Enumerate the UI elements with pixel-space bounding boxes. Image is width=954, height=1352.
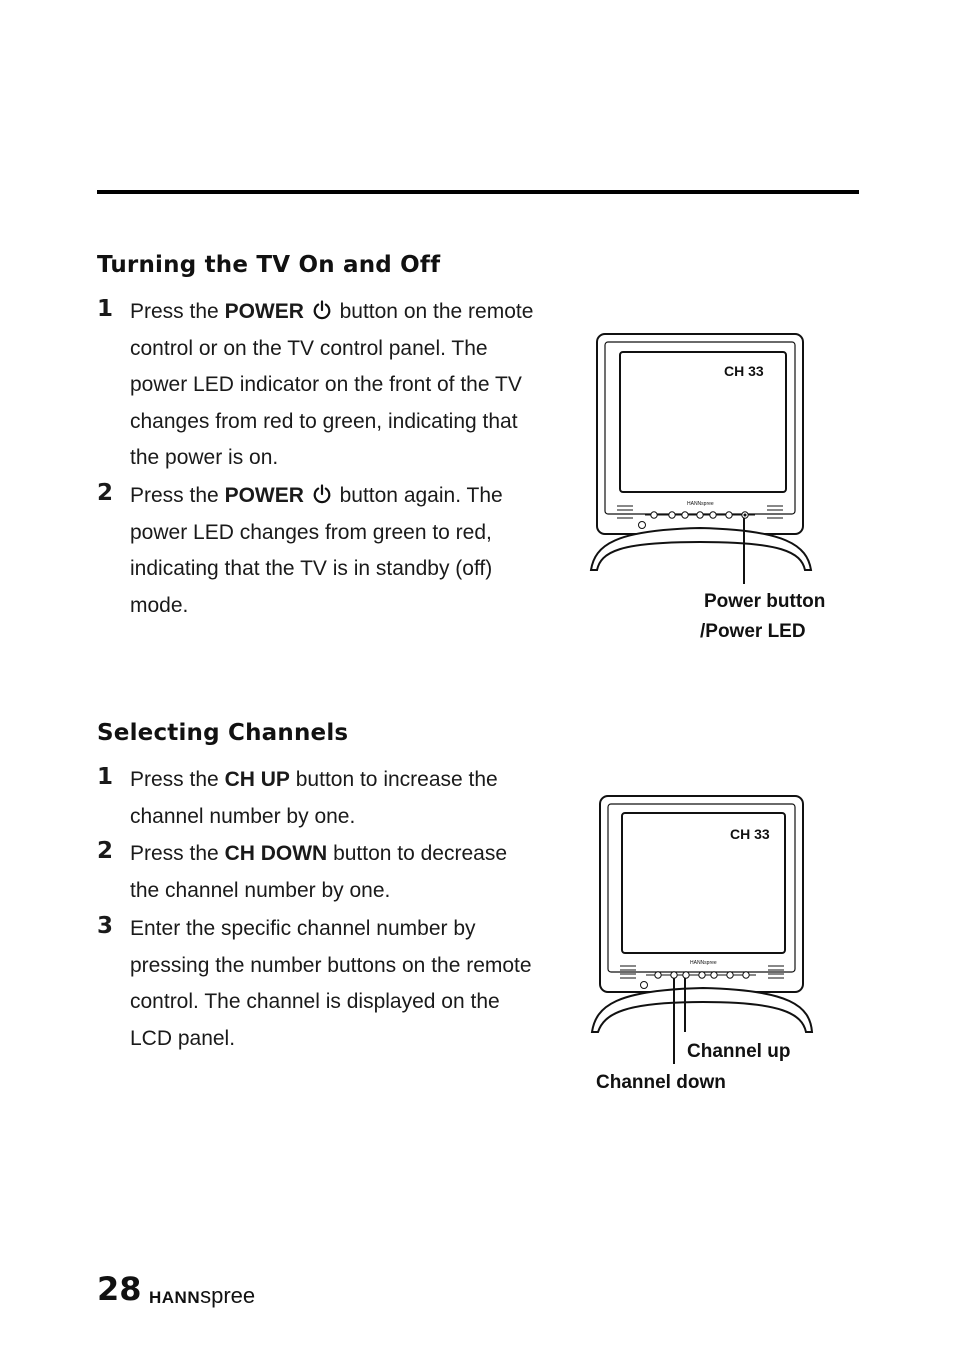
key-label: POWER <box>224 484 304 507</box>
callout-channel-up: Channel up <box>687 1041 791 1062</box>
power-step-2: 2 Press the POWER button again. The power LED changes from green to red, indicating that the TV is in standby (off) mode. <box>97 478 537 624</box>
screen-channel-label: CH 33 <box>730 826 770 842</box>
page-number: 28 <box>97 1270 142 1308</box>
section-title-channels: Selecting Channels <box>97 720 349 746</box>
key-label: POWER <box>224 300 304 323</box>
step-number: 1 <box>97 296 114 322</box>
tv-channel-figure <box>588 794 818 1064</box>
channel-step-2: 2 Press the CH DOWN button to decrease the channel number by one. <box>97 836 537 909</box>
channel-step-1: 1 Press the CH UP button to increase the channel number by one. <box>97 762 537 835</box>
screen-channel-label: CH 33 <box>724 363 764 379</box>
power-icon <box>312 484 332 504</box>
power-icon <box>312 300 332 320</box>
section-title-power: Turning the TV On and Off <box>97 252 441 278</box>
callout-power-led: /Power LED <box>700 621 806 642</box>
header-rule <box>97 190 859 194</box>
step-number: 2 <box>97 480 114 506</box>
key-label: CH UP <box>224 768 290 791</box>
channel-step-3: 3 Enter the specific channel number by pressing the number buttons on the remote control. The channel is displayed on the LCD panel. <box>97 911 537 1057</box>
tv-power-figure <box>585 330 835 590</box>
brand-logo: HANNspree <box>149 1283 256 1308</box>
callout-channel-down: Channel down <box>596 1072 726 1093</box>
step-number: 1 <box>97 764 114 790</box>
step-number: 3 <box>97 913 114 939</box>
key-label: CH DOWN <box>224 842 328 865</box>
power-led-icon <box>744 514 747 517</box>
step-number: 2 <box>97 838 114 864</box>
tv-logo: HANNspree <box>687 501 714 507</box>
callout-power-button: Power button <box>704 591 826 612</box>
power-step-1: 1 Press the POWER button on the remote control or on the TV control panel. The power LED indicator on the front of the TV changes from red to green, indicating that the power is on. <box>97 294 537 477</box>
tv-logo: HANNspree <box>690 960 717 966</box>
